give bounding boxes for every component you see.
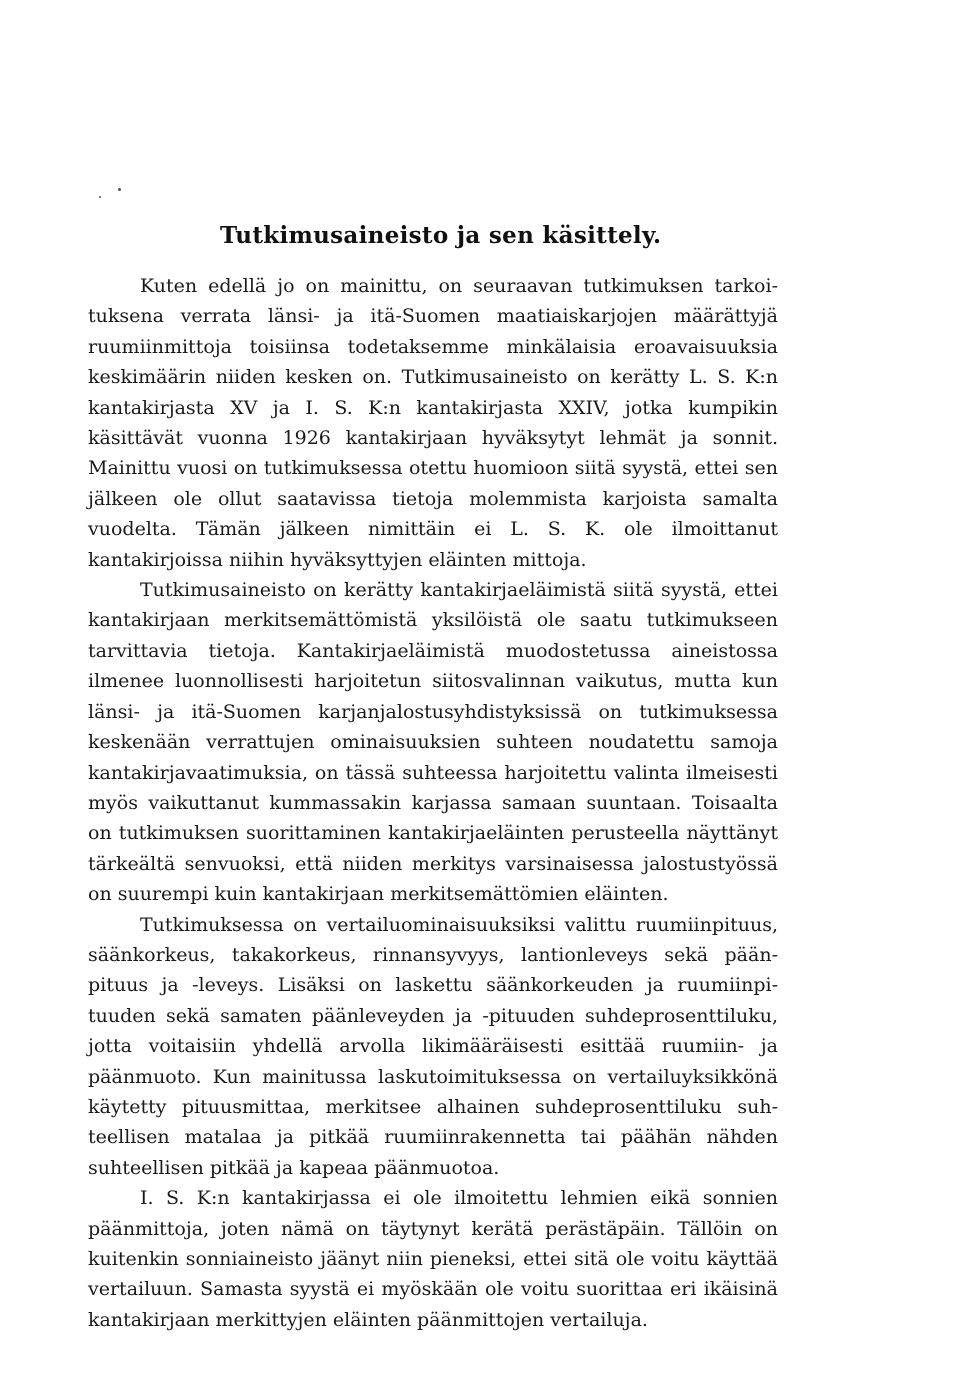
paper-speck [99,196,101,198]
paper-speck [118,188,121,191]
paragraph-4: I. S. K:n kantakirjassa ei ole ilmoitettu lehmien eikä sonnien päänmittoja, joten nämä on täytynyt kerätä perästäpäin. Tällöin on kuitenkin sonniaineisto jäänyt niin pieneksi, ettei sitä ole voitu käyttää vertailuun. Samasta syystä ei myöskään ole voitu suorittaa eri ikäisinä kantakirjaan merkittyjen eläinten päänmittojen vertailuja. [88,1187,778,1331]
paragraph-3: Tutkimuksessa on vertailuominaisuuksiksi valittu ruumiinpituus, säänkorkeus, takakorkeus, rinnansyvyys, lantionleveys sekä päänpituus ja -leveys. Lisäksi on laskettu säänkorkeuden ja ruumiinpituuden sekä samaten päänleveyden ja -pituuden suhdeprosenttiluku, jotta voitaisiin yhdellä arvolla likimääräisesti esittää ruumiin- ja päänmuoto. Kun mainitussa laskutoimituksessa on vertailuyksikkönä käytetty pituusmittaa, merkitsee alhainen suhdeprosenttiluku suhteellisen matalaa ja pitkää ruumiinrakennetta tai päähän nähden suhteellisen pitkää ja kapeaa päänmuotoa. [88,913,778,1179]
paragraph-2: Tutkimusaineisto on kerätty kantakirjaeläimistä siitä syystä, ettei kantakirjaan merkitsemättömistä yksilöistä ole saatu tutkimukseen tarvittavia tietoja. Kantakirjaeläimistä muodostetussa aineistossa ilmenee luonnollisesti harjoitetun siitosvalinnan vaikutus, mutta kun länsi- ja itä-Suomen karjanjalostusyhdistyksissä on tutkimuksessa keskenään verrattujen ominaisuuksien suhteen noudatettu samoja kantakirjavaatimuksia, on tässä suhteessa harjoitettu valinta ilmeisesti myös vaikuttanut kummassakin karjassa samaan suuntaan. Toisaalta on tutkimuksen suorittaminen kantakirjaeläinten perusteella näyttänyt tärkeältä senvuoksi, että niiden merkitys varsinaisessa jalostustyössä on suurempi kuin kantakirjaan merkitsemättömien eläinten. [88,579,778,906]
paragraph-1: Kuten edellä jo on mainittu, on seuraavan tutkimuksen tarkoituksena verrata länsi- ja itä-Suomen maatiaiskarjojen määrättyjä ruumiinmittoja toisiinsa todetaksemme minkälaisia eroavaisuuksia keskimäärin niiden kesken on. Tutkimusaineisto on kerätty L. S. K:n kantakirjasta XV ja I. S. K:n kantakirjasta XXIV, jotka kumpikin käsittävät vuonna 1926 kantakirjaan hyväksytyt lehmät ja sonnit. Mainittu vuosi on tutkimuksessa otettu huomioon siitä syystä, ettei sen jälkeen ole ollut saatavissa tietoja molemmista karjoista samalta vuodelta. Tämän jälkeen nimittäin ei L. S. K. ole ilmoittanut kantakirjoissa niihin hyväksyttyjen eläinten mittoja. [88,275,778,571]
document-page [88,222,778,1335]
page-title: Tutkimusaineisto ja sen käsittely. [220,222,662,249]
